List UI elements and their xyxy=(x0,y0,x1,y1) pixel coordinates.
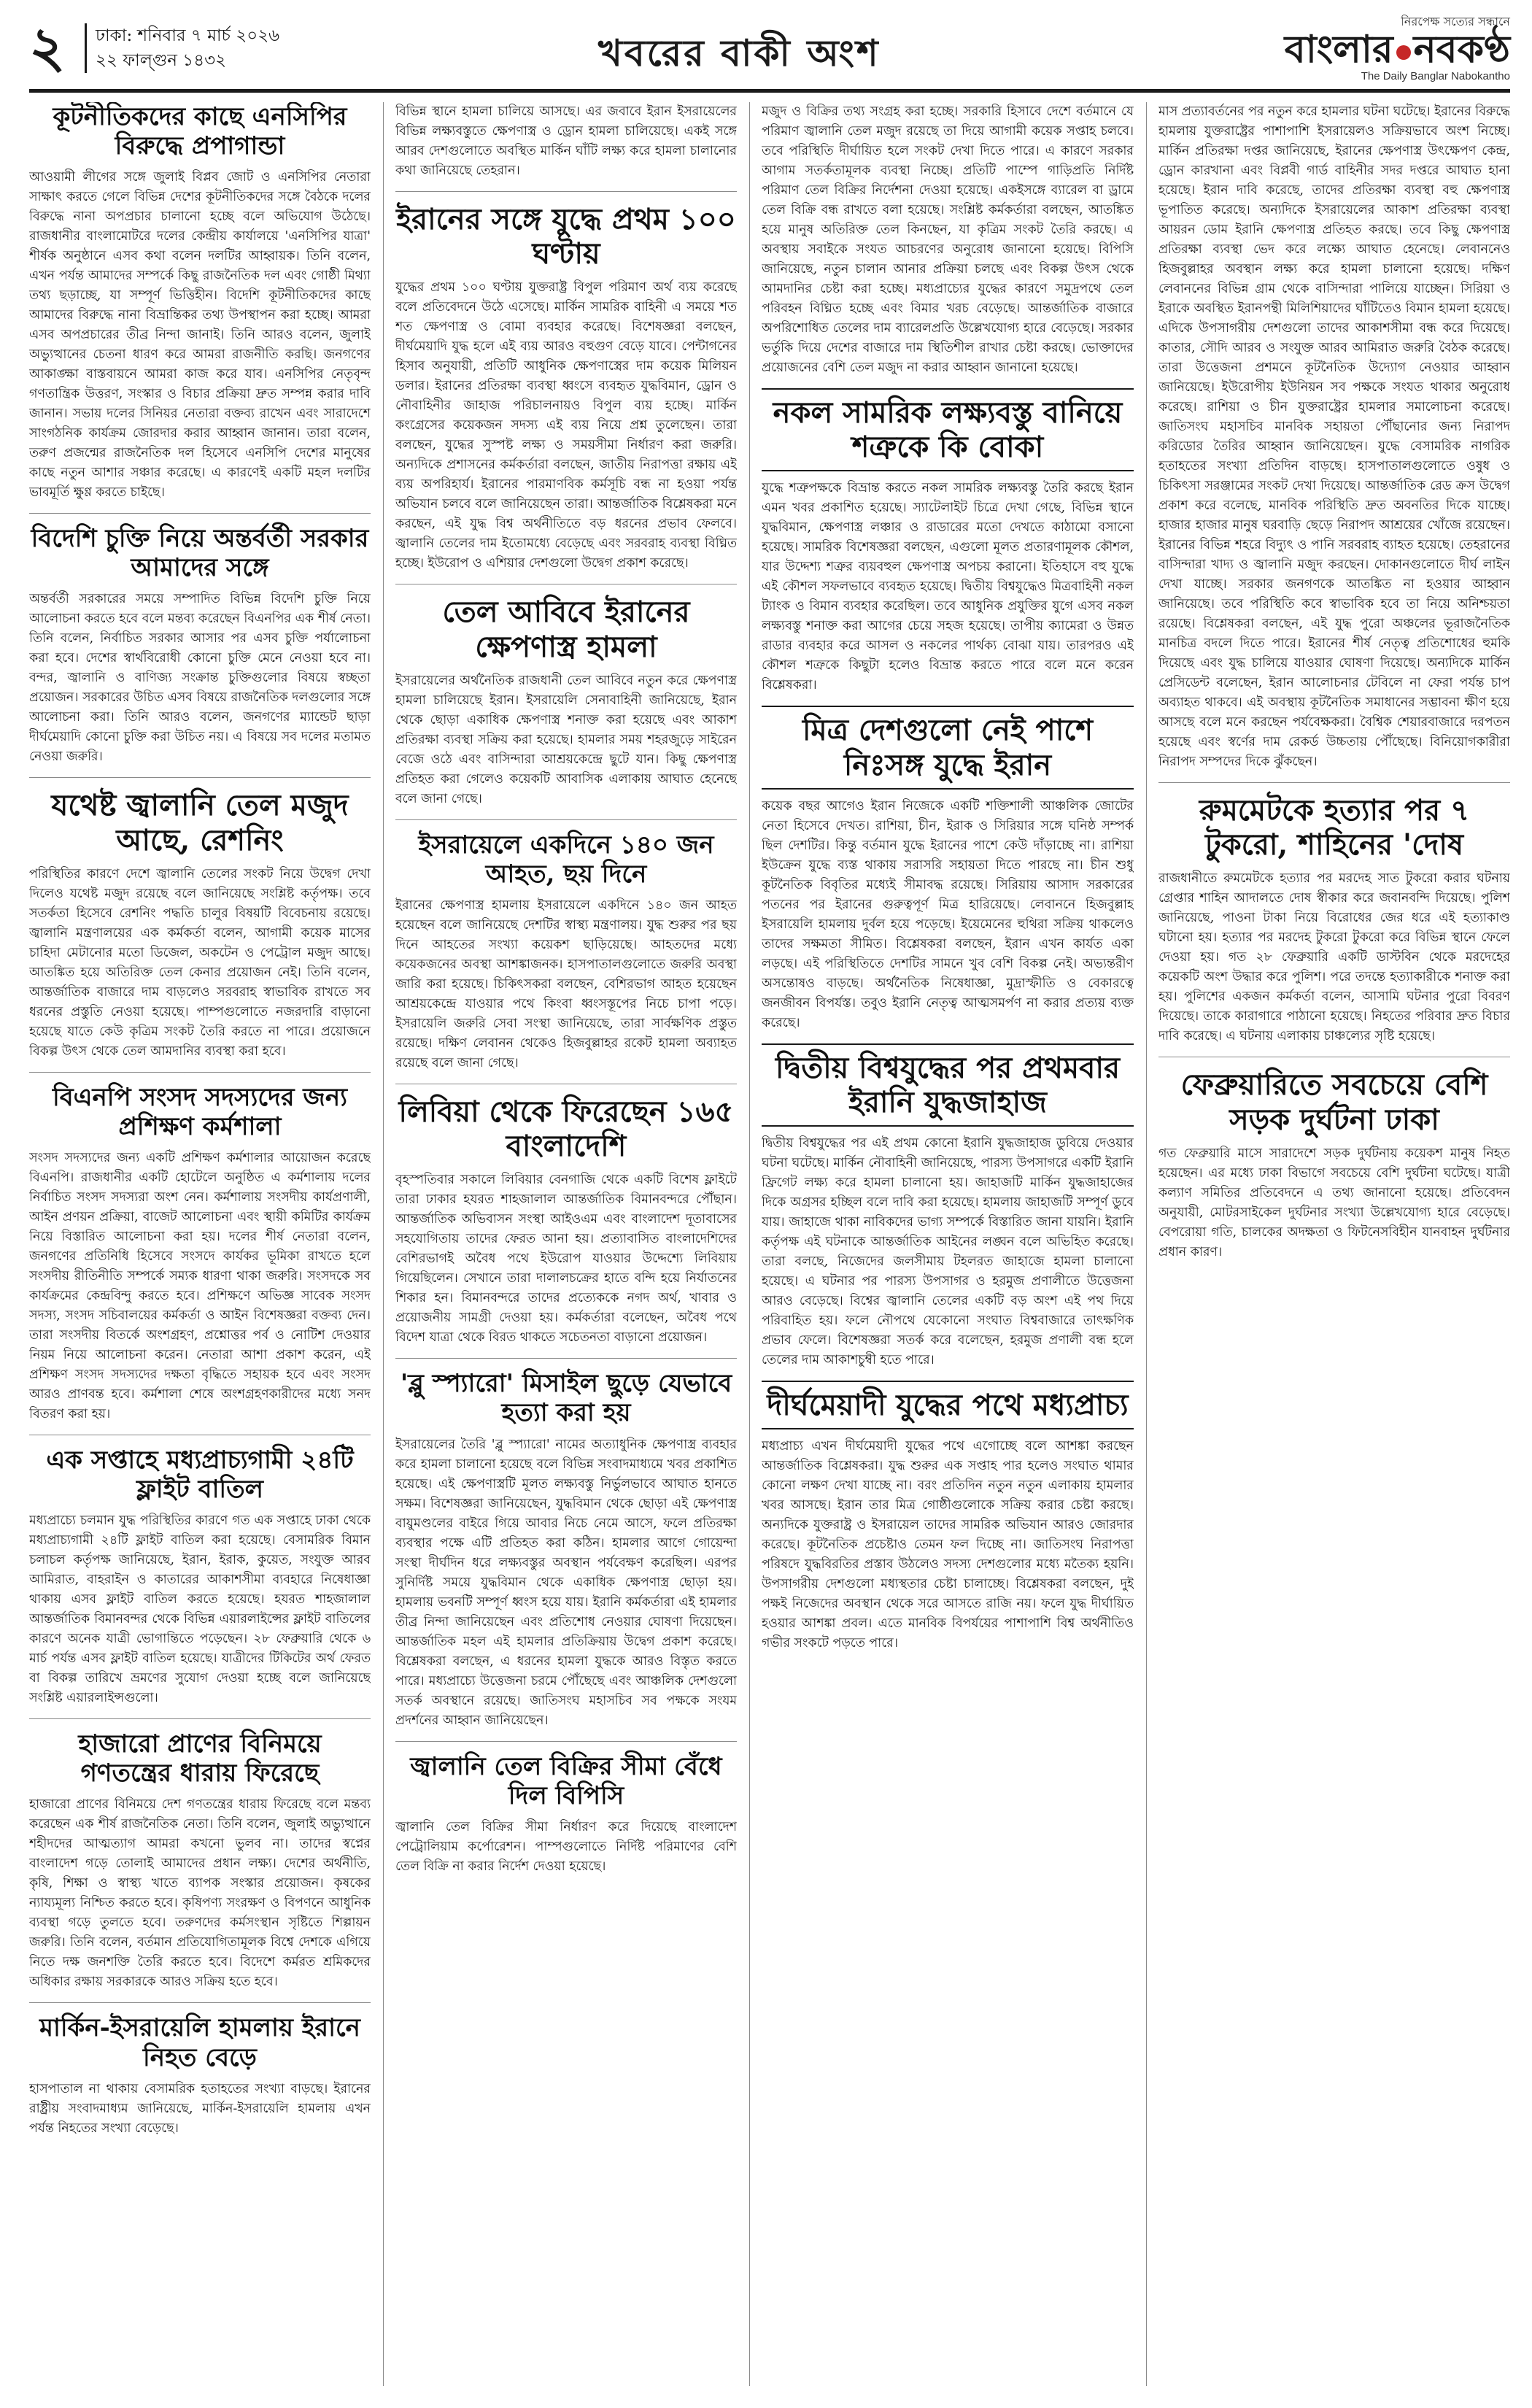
article-body: হাসপাতাল না থাকায় বেসামরিক হতাহতের সংখ্যা বাড়ছে। ইরানের রাষ্ট্রীয় সংবাদমাধ্যম জানিয়েছে, মার্কিন-ইসরায়েলি হামলায় এখন পর্যন্ত নিহতের সংখ্যা বেড়েছে। xyxy=(29,2081,371,2136)
article xyxy=(395,1752,737,1877)
article xyxy=(29,524,371,767)
article-body: মজুদ ও বিক্রির তথ্য সংগ্রহ করা হচ্ছে। সরকারি হিসাবে দেশে বর্তমানে যে পরিমাণ জ্বালানি তেল মজুদ রয়েছে তা দিয়ে আগামী কয়েক সপ্তাহ চলবে। তবে পরিস্থিতি দীর্ঘায়িত হলে সংকট দেখা দিতে পারে। এ কারণে সরকার আগাম সতর্কতামূলক ব্যবস্থা নিচ্ছে। প্রতিটি পাম্পে গাড়িপ্রতি নির্দিষ্ট পরিমাণ তেল বিক্রির নির্দেশনা দেওয়া হয়েছে। একইসঙ্গে ব্যারেল বা ড্রামে তেল বিক্রি বন্ধ রাখতে বলা হয়েছে। সংশ্লিষ্ট কর্মকর্তারা বলছেন, আতঙ্কিত হয়ে মানুষ অতিরিক্ত তেল কিনছেন, যা কৃত্রিম সংকট তৈরি করছে। এ অবস্থায় সবাইকে সংযত আচরণের অনুরোধ জানানো হয়েছে। বিপিসি জানিয়েছে, নতুন চালান আনার প্রক্রিয়া চলছে এবং বিকল্প উৎস থেকে আমদানির চেষ্টা করা হচ্ছে। মধ্যপ্রাচ্যের যুদ্ধের কারণে সমুদ্রপথে তেল পরিবহন বিঘ্নিত হচ্ছে এবং বিমার খরচ বেড়েছে। আন্তর্জাতিক বাজারে অপরিশোধিত তেলের দাম ব্যারেলপ্রতি উল্লেখযোগ্য হারে বেড়েছে। সরকার ভর্তুকি দিয়ে দেশের বাজারে দাম স্থিতিশীল রাখার চেষ্টা করছে। ভোক্তাদের প্রয়োজনের বেশি তেল মজুদ না করার আহ্বান জানানো হয়েছে। xyxy=(762,104,1134,375)
article-body: আওয়ামী লীগের সঙ্গে জুলাই বিপ্লব জোট ও এনসিপির নেতারা সাক্ষাৎ করতে গেলে বিভিন্ন দেশের কূটনীতিকদের সঙ্গে বৈঠকে দলের বিরুদ্ধে নানা অপপ্রচার চালানো হচ্ছে বলে অভিযোগ উঠেছে। রাজধানীর বাংলামোটরে দলের কেন্দ্রীয় কার্যালয়ে 'এনসিপির যাত্রা' শীর্ষক অনুষ্ঠানে এসব কথা বলেন দলটির আহ্বায়ক। তিনি বলেন, এখন পর্যন্ত আমাদের সম্পর্কে কিছু রাজনৈতিক দল এবং গোষ্ঠী মিথ্যা তথ্য ছড়াচ্ছে, যা সম্পূর্ণ ভিত্তিহীন। বিদেশি কূটনীতিকদের কাছে আমাদের বিরুদ্ধে নানা বিভ্রান্তিকর তথ্য উপস্থাপন করা হচ্ছে। আমরা এসব অপপ্রচারের তীব্র নিন্দা জানাই। তিনি আরও বলেন, জুলাই অভ্যুত্থানের চেতনা ধারণ করে আমরা রাজনীতি করছি। জনগণের আকাঙ্ক্ষা বাস্তবায়নে আমরা কাজ করে যাব। এনসিপির নেতৃবৃন্দ গণতান্ত্রিক উত্তরণ, সংস্কার ও বিচার প্রক্রিয়া দ্রুত সম্পন্ন করার দাবি জানান। সভায় দলের সিনিয়র নেতারা বক্তব্য রাখেন এবং সারাদেশে সাংগঠনিক কার্যক্রম জোরদার করার আহ্বান জানান। তারা বলেন, তরুণ প্রজন্মের রাজনৈতিক দল হিসেবে এনসিপি দেশের মানুষের কাছে নতুন আশার সঞ্চার করেছে। এ কারণেই একটি মহল দলটির ভাবমূর্তি ক্ষুণ্ণ করতে চাইছে। xyxy=(29,170,371,501)
article-divider xyxy=(395,1741,737,1742)
article-body: গত ফেব্রুয়ারি মাসে সারাদেশে সড়ক দুর্ঘটনায় কয়েকশ মানুষ নিহত হয়েছেন। এর মধ্যে ঢাকা বিভাগে সবচেয়ে বেশি দুর্ঘটনা ঘটেছে। যাত্রী কল্যাণ সমিতির প্রতিবেদনে এ তথ্য জানানো হয়েছে। প্রতিবেদন অনুযায়ী, মোটরসাইকেল দুর্ঘটনার সংখ্যা উল্লেখযোগ্য হারে বেড়েছে। বেপরোয়া গতি, চালকের অদক্ষতা ও ফিটনেসবিহীন যানবাহন দুর্ঘটনার প্রধান কারণ। xyxy=(1158,1146,1510,1259)
article xyxy=(395,202,737,574)
article-headline: তেল আবিবে ইরানের ক্ষেপণাস্ত্র হামলা xyxy=(442,595,690,664)
article xyxy=(1158,1068,1510,1262)
article-headline: ফেব্রুয়ারিতে সবচেয়ে বেশি সড়ক দুর্ঘটনা ঢাকা xyxy=(1180,1068,1488,1137)
article xyxy=(395,1369,737,1730)
date-line-gregorian: ঢাকা: শনিবার ৭ মার্চ ২০২৬ xyxy=(96,26,280,45)
article-headline: ইসরায়েলে একদিনে ১৪০ জন আহত, ছয় দিনে xyxy=(418,830,714,889)
article xyxy=(762,388,1134,695)
article-headline: কূটনীতিকদের কাছে এনসিপির বিরুদ্ধে প্রপাগান্ডা xyxy=(53,102,347,161)
article-body: মাস প্রত্যাবর্তনের পর নতুন করে হামলার ঘটনা ঘটেছে। ইরানের বিরুদ্ধে হামলায় যুক্তরাষ্ট্রের পাশাপাশি ইসরায়েলও সক্রিয়ভাবে অংশ নিচ্ছে। মার্কিন প্রতিরক্ষা দপ্তর জানিয়েছে, ইরানের ক্ষেপণাস্ত্র উৎক্ষেপণ কেন্দ্র, ড্রোন কারখানা এবং বিপ্লবী গার্ড বাহিনীর সদর দপ্তরে আঘাত হানা হয়েছে। ইরান দাবি করেছে, তাদের প্রতিরক্ষা ব্যবস্থা বহু ক্ষেপণাস্ত্র ভূপাতিত করেছে। অন্যদিকে ইসরায়েলের আকাশ প্রতিরক্ষা ব্যবস্থা আয়রন ডোম ইরানি ক্ষেপণাস্ত্র প্রতিহত করছে। তবে কিছু ক্ষেপণাস্ত্র প্রতিরক্ষা ব্যবস্থা ভেদ করে লক্ষ্যে আঘাত হেনেছে। লেবাননেও হিজবুল্লাহর অবস্থান লক্ষ্য করে হামলা চালানো হয়েছে। দক্ষিণ লেবাননের বিভিন্ন গ্রাম থেকে বাসিন্দারা পালিয়ে যাচ্ছেন। সিরিয়া ও ইরাকে অবস্থিত ইরানপন্থী মিলিশিয়াদের ঘাঁটিতেও বিমান হামলা হয়েছে। এদিকে উপসাগরীয় দেশগুলো তাদের আকাশসীমা বন্ধ করে দিয়েছে। কাতার, সৌদি আরব ও সংযুক্ত আরব আমিরাত জরুরি বৈঠক করেছে। তারা উত্তেজনা প্রশমনে কূটনৈতিক উদ্যোগ নেওয়ার আহ্বান জানিয়েছে। ইউরোপীয় ইউনিয়ন সব পক্ষকে সংযত থাকার অনুরোধ করেছে। রাশিয়া ও চীন যুক্তরাষ্ট্রের হামলার সমালোচনা করেছে। জাতিসংঘ মহাসচিব মানবিক সহায়তা পৌঁছানোর জন্য নিরাপদ করিডোর তৈরির আহ্বান জানিয়েছেন। যুদ্ধে বেসামরিক নাগরিক হতাহতের সংখ্যা প্রতিদিন বাড়ছে। হাসপাতালগুলোতে ওষুধ ও চিকিৎসা সরঞ্জামের সংকট দেখা দিয়েছে। আন্তর্জাতিক রেড ক্রস উদ্বেগ প্রকাশ করে বলেছে, মানবিক পরিস্থিতি দ্রুত অবনতির দিকে যাচ্ছে। হাজার হাজার মানুষ ঘরবাড়ি ছেড়ে নিরাপদ আশ্রয়ের খোঁজে রয়েছেন। ইরানের বিভিন্ন শহরে বিদ্যুৎ ও পানি সরবরাহ ব্যাহত হয়েছে। তেহরানের বাসিন্দারা খাদ্য ও জ্বালানি মজুদ করছেন। দোকানগুলোতে দীর্ঘ লাইন দেখা যাচ্ছে। সরকার জনগণকে আতঙ্কিত না হওয়ার আহ্বান জানিয়েছে। তবে পরিস্থিতি কবে স্বাভাবিক হবে তা নিয়ে অনিশ্চয়তা রয়েছে। বিশ্লেষকরা বলছেন, এই যুদ্ধ পুরো অঞ্চলের ভূরাজনৈতিক মানচিত্র বদলে দিতে পারে। ইরানের শীর্ষ নেতৃত্ব প্রতিশোধের হুমকি দিয়েছে এবং যুদ্ধ চালিয়ে যাওয়ার ঘোষণা দিয়েছে। অন্যদিকে মার্কিন প্রেসিডেন্ট বলেছেন, ইরান আলোচনার টেবিলে না ফেরা পর্যন্ত চাপ অব্যাহত থাকবে। এই অবস্থায় কূটনৈতিক সমাধানের সম্ভাবনা ক্ষীণ হয়ে আসছে বলে মনে করছেন পর্যবেক্ষকরা। বৈশ্বিক শেয়ারবাজারে দরপতন হয়েছে এবং স্বর্ণের দাম রেকর্ড উচ্চতায় পৌঁছেছে। বিনিয়োগকারীরা নিরাপদ সম্পদের দিকে ঝুঁকছেন। xyxy=(1158,104,1510,769)
article-body: জ্বালানি তেল বিক্রির সীমা নির্ধারণ করে দিয়েছে বাংলাদেশ পেট্রোলিয়াম কর্পোরেশন। পাম্পগুলোতে নির্দিষ্ট পরিমাণের বেশি তেল বিক্রি না করার নির্দেশ দেওয়া হয়েছে। xyxy=(395,1819,737,1874)
article-divider xyxy=(29,1072,371,1073)
article xyxy=(762,1043,1134,1370)
date-line-bengali: ২২ ফাল্গুন ১৪৩২ xyxy=(96,51,227,70)
column-separator xyxy=(1146,102,1147,2386)
page-number: ২ xyxy=(29,15,66,80)
article-headline: দীর্ঘমেয়াদী যুদ্ধের পথে মধ্যপ্রাচ্য xyxy=(762,1381,1134,1429)
article-continuation xyxy=(395,102,737,181)
brand-name xyxy=(1269,29,1510,70)
section-title: খবরের বাকী অংশ xyxy=(598,31,881,74)
article xyxy=(29,1446,371,1708)
article-divider xyxy=(29,2002,371,2003)
article-divider xyxy=(29,1718,371,1719)
article-headline: দ্বিতীয় বিশ্বযুদ্ধের পর প্রথমবার ইরানি যুদ্ধজাহাজ xyxy=(762,1043,1134,1127)
article-headline: 'ব্লু স্প্যারো' মিসাইল ছুড়ে যেভাবে হত্যা করা হয় xyxy=(400,1369,732,1428)
article-headline: বিএনপি সংসদ সদস্যদের জন্য প্রশিক্ষণ কর্মশালা xyxy=(53,1082,347,1141)
brand-dot-icon xyxy=(1396,45,1411,60)
article-body: হাজারো প্রাণের বিনিময়ে দেশ গণতন্ত্রের ধারায় ফিরেছে বলে মন্তব্য করেছেন এক শীর্ষ রাজনৈতিক নেতা। তিনি বলেন, জুলাই অভ্যুত্থানে শহীদদের আত্মত্যাগ আমরা কখনো ভুলব না। তাদের স্বপ্নের বাংলাদেশ গড়ে তোলাই আমাদের প্রধান লক্ষ্য। দেশের অর্থনীতি, কৃষি, শিক্ষা ও স্বাস্থ্য খাতে ব্যাপক সংস্কার প্রয়োজন। কৃষকের ন্যায্যমূল্য নিশ্চিত করতে হবে। কৃষিপণ্য সংরক্ষণ ও বিপণনে আধুনিক ব্যবস্থা গড়ে তুলতে হবে। তরুণদের কর্মসংস্থান সৃষ্টিতে শিল্পায়ন জরুরি। তিনি বলেন, বর্তমান প্রতিযোগিতামূলক বিশ্বে দেশকে এগিয়ে নিতে দক্ষ জনশক্তি তৈরি করতে হবে। বিদেশে কর্মরত শ্রমিকদের অধিকার রক্ষায় সরকারকে আরও সক্রিয় হতে হবে। xyxy=(29,1797,371,1990)
article-body: যুদ্ধের প্রথম ১০০ ঘণ্টায় যুক্তরাষ্ট্র বিপুল পরিমাণ অর্থ ব্যয় করেছে বলে প্রতিবেদনে উঠে এসেছে। মার্কিন সামরিক বাহিনী এ সময়ে শত শত ক্ষেপণাস্ত্র ও বোমা ব্যবহার করেছে। বিশেষজ্ঞরা বলছেন, দীর্ঘমেয়াদি যুদ্ধ হলে এই ব্যয় আরও বহুগুণ বেড়ে যাবে। পেন্টাগনের হিসাব অনুযায়ী, প্রতিটি আধুনিক ক্ষেপণাস্ত্রের দাম কয়েক মিলিয়ন ডলার। ইরানের প্রতিরক্ষা ব্যবস্থা ধ্বংসে ব্যবহৃত যুদ্ধবিমান, ড্রোন ও নৌবাহিনীর জাহাজ পরিচালনায়ও বিপুল ব্যয় হচ্ছে। মার্কিন কংগ্রেসের কয়েকজন সদস্য এই ব্যয় নিয়ে প্রশ্ন তুলেছেন। তারা বলছেন, যুদ্ধের সুস্পষ্ট লক্ষ্য ও সময়সীমা নির্ধারণ করা জরুরি। অন্যদিকে প্রশাসনের কর্মকর্তারা বলছেন, জাতীয় নিরাপত্তা রক্ষায় এই ব্যয় অপরিহার্য। ইরানের পারমাণবিক কর্মসূচি বন্ধ না হওয়া পর্যন্ত অভিযান চলবে বলে জানিয়েছেন তারা। আন্তর্জাতিক বিশ্লেষকরা মনে করছেন, এই যুদ্ধ বিশ্ব অর্থনীতিতে বড় ধরনের প্রভাব ফেলবে। জ্বালানি তেলের দাম ইতোমধ্যে বেড়েছে এবং সরবরাহ ব্যবস্থা বিঘ্নিত হচ্ছে। ইউরোপ ও এশিয়ার দেশগুলো উদ্বেগ প্রকাশ করেছে। xyxy=(395,280,737,571)
article-headline: ইরানের সঙ্গে যুদ্ধে প্রথম ১০০ ঘণ্টায় xyxy=(396,202,736,271)
article-divider xyxy=(29,777,371,778)
column-separator xyxy=(383,102,384,2386)
article xyxy=(395,830,737,1073)
article-body: দ্বিতীয় বিশ্বযুদ্ধের পর এই প্রথম কোনো ইরানি যুদ্ধজাহাজ ডুবিয়ে দেওয়ার ঘটনা ঘটেছে। মার্কিন নৌবাহিনী জানিয়েছে, পারস্য উপসাগরে একটি ইরানি ফ্রিগেট লক্ষ্য করে হামলা চালানো হয়। জাহাজটি মার্কিন যুদ্ধজাহাজের দিকে অগ্রসর হচ্ছিল বলে দাবি করা হয়েছে। হামলায় জাহাজটি সম্পূর্ণ ডুবে যায়। জাহাজে থাকা নাবিকদের ভাগ্য সম্পর্কে বিস্তারিত জানা যায়নি। ইরানি কর্তৃপক্ষ এই ঘটনাকে আন্তর্জাতিক আইনের লঙ্ঘন বলে অভিহিত করেছে। তারা বলছে, নিজেদের জলসীমায় টহলরত জাহাজে হামলা চালানো হয়েছে। এ ঘটনার পর পারস্য উপসাগর ও হরমুজ প্রণালীতে উত্তেজনা আরও বেড়েছে। বিশ্বের জ্বালানি তেলের একটি বড় অংশ এই পথ দিয়ে পরিবাহিত হয়। ফলে নৌপথে যেকোনো সংঘাত বিশ্ববাজারে তাৎক্ষণিক প্রভাব ফেলে। বিশেষজ্ঞরা সতর্ক করে বলেছেন, হরমুজ প্রণালী বন্ধ হলে তেলের দাম আকাশচুম্বী হতে পারে। xyxy=(762,1136,1134,1368)
article-body: বৃহস্পতিবার সকালে লিবিয়ার বেনগাজি থেকে একটি বিশেষ ফ্লাইটে তারা ঢাকার হযরত শাহজালাল আন্তর্জাতিক বিমানবন্দরে পৌঁছান। আন্তর্জাতিক অভিবাসন সংস্থা আইওএম এবং বাংলাদেশ দূতাবাসের সহযোগিতায় তাদের ফেরত আনা হয়। প্রত্যাবাসিত বাংলাদেশিদের বেশিরভাগই অবৈধ পথে ইউরোপ যাওয়ার উদ্দেশ্যে লিবিয়ায় গিয়েছিলেন। সেখানে তারা দালালচক্রের হাতে বন্দি হয়ে নির্যাতনের শিকার হন। বিমানবন্দরে তাদের প্রত্যেককে নগদ অর্থ, খাবার ও প্রয়োজনীয় সামগ্রী দেওয়া হয়। কর্মকর্তারা বলেছেন, অবৈধ পথে বিদেশ যাত্রা থেকে বিরত থাকতে সচেতনতা বাড়ানো প্রয়োজন। xyxy=(395,1173,737,1346)
article-body: মধ্যপ্রাচ্য এখন দীর্ঘমেয়াদী যুদ্ধের পথে এগোচ্ছে বলে আশঙ্কা করছেন আন্তর্জাতিক বিশ্লেষকরা। যুদ্ধ শুরুর এক সপ্তাহ পার হলেও সংঘাত থামার কোনো লক্ষণ দেখা যাচ্ছে না। বরং প্রতিদিন নতুন নতুন এলাকায় হামলার খবর আসছে। ইরান তার মিত্র গোষ্ঠীগুলোকে সক্রিয় করার চেষ্টা করছে। অন্যদিকে যুক্তরাষ্ট্র ও ইসরায়েল তাদের সামরিক অভিযান আরও জোরদার করেছে। কূটনৈতিক প্রচেষ্টাও তেমন ফল দিচ্ছে না। জাতিসংঘ নিরাপত্তা পরিষদে যুদ্ধবিরতির প্রস্তাব উঠলেও সদস্য দেশগুলোর মধ্যে মতৈক্য হয়নি। উপসাগরীয় দেশগুলো মধ্যস্থতার চেষ্টা চালাচ্ছে। বিশ্লেষকরা বলছেন, দুই পক্ষই নিজেদের অবস্থান থেকে সরে আসতে রাজি নয়। ফলে যুদ্ধ দীর্ঘায়িত হওয়ার আশঙ্কা প্রবল। এতে মানবিক বিপর্যয়ের পাশাপাশি বিশ্ব অর্থনীতিও গভীর সংকটে পড়তে পারে। xyxy=(762,1439,1134,1651)
article-body: মধ্যপ্রাচ্যে চলমান যুদ্ধ পরিস্থিতির কারণে গত এক সপ্তাহে ঢাকা থেকে মধ্যপ্রাচ্যগামী ২৪টি ফ্লাইট বাতিল করা হয়েছে। বেসামরিক বিমান চলাচল কর্তৃপক্ষ জানিয়েছে, ইরান, ইরাক, কুয়েত, সংযুক্ত আরব আমিরাত, বাহরাইন ও কাতারের আকাশসীমা ব্যবহারে নিষেধাজ্ঞা থাকায় এসব ফ্লাইট বাতিল করতে হয়েছে। হযরত শাহজালাল আন্তর্জাতিক বিমানবন্দর থেকে বিভিন্ন এয়ারলাইন্সের ফ্লাইট বাতিলের কারণে অনেক যাত্রী ভোগান্তিতে পড়েছেন। ২৮ ফেব্রুয়ারি থেকে ৬ মার্চ পর্যন্ত এসব ফ্লাইট বাতিল হয়েছে। যাত্রীদের টিকিটের অর্থ ফেরত বা বিকল্প তারিখে ভ্রমণের সুযোগ দেওয়া হচ্ছে বলে জানিয়েছে সংশ্লিষ্ট এয়ারলাইন্সগুলো। xyxy=(29,1513,371,1706)
article-body: পরিস্থিতির কারণে দেশে জ্বালানি তেলের সংকট নিয়ে উদ্বেগ দেখা দিলেও যথেষ্ট মজুদ রয়েছে বলে জানিয়েছে সংশ্লিষ্ট কর্তৃপক্ষ। তবে সতর্কতা হিসেবে রেশনিং পদ্ধতি চালুর বিষয়টি বিবেচনায় রয়েছে। জ্বালানি মন্ত্রণালয়ের এক কর্মকর্তা বলেন, আগামী কয়েক মাসের চাহিদা মেটানোর মতো ডিজেল, অকটেন ও পেট্রোল মজুদ আছে। আতঙ্কিত হয়ে অতিরিক্ত তেল কেনার প্রয়োজন নেই। তিনি বলেন, আন্তর্জাতিক বাজারে দাম বাড়লেও সরবরাহ স্বাভাবিক রাখতে সব ধরনের প্রস্তুতি নেওয়া হয়েছে। পাম্পগুলোতে নজরদারি বাড়ানো হয়েছে যাতে কেউ কৃত্রিম সংকট তৈরি করতে না পারে। প্রয়োজনে বিকল্প উৎস থেকে তেল আমদানির ব্যবস্থা করা হবে। xyxy=(29,866,371,1059)
article-headline: রুমমেটকে হত্যার পর ৭ টুকরো, শাহিনের 'দোষ xyxy=(1199,793,1470,863)
article-body: যুদ্ধে শত্রুপক্ষকে বিভ্রান্ত করতে নকল সামরিক লক্ষ্যবস্তু তৈরি করছে ইরান এমন খবর প্রকাশিত হয়েছে। স্যাটেলাইট চিত্রে দেখা গেছে, বিভিন্ন স্থানে যুদ্ধবিমান, ক্ষেপণাস্ত্র লঞ্চার ও রাডারের মতো দেখতে কাঠামো বসানো হয়েছে। সামরিক বিশেষজ্ঞরা বলছেন, এগুলো মূলত প্রতারণামূলক কৌশল, যার উদ্দেশ্য শত্রুর ব্যয়বহুল ক্ষেপণাস্ত্র অপচয় করানো। ইতিহাসে বহু যুদ্ধে এই কৌশল সফলভাবে ব্যবহৃত হয়েছে। দ্বিতীয় বিশ্বযুদ্ধেও মিত্রবাহিনী নকল ট্যাংক ও বিমান ব্যবহার করেছিল। তবে আধুনিক প্রযুক্তির যুগে এসব নকল লক্ষ্যবস্তু শনাক্ত করা আগের চেয়ে সহজ হয়েছে। তাপীয় ক্যামেরা ও উন্নত রাডার ব্যবহার করে আসল ও নকলের পার্থক্য বোঝা যায়। তারপরও এই কৌশল শত্রুকে কিছুটা হলেও বিভ্রান্ত করতে পারে বলে মনে করেন বিশ্লেষকরা। xyxy=(762,481,1134,693)
article-headline: এক সপ্তাহে মধ্যপ্রাচ্যগামী ২৪টি ফ্লাইট বাতিল xyxy=(46,1446,354,1505)
article xyxy=(29,102,371,503)
article xyxy=(29,2013,371,2138)
article xyxy=(395,595,737,809)
article-body: অন্তর্বর্তী সরকারের সময়ে সম্পাদিত বিভিন্ন বিদেশি চুক্তি নিয়ে আলোচনা করতে হবে বলে মন্তব্য করেছেন বিএনপির এক শীর্ষ নেতা। তিনি বলেন, নির্বাচিত সরকার আসার পর এসব চুক্তি পর্যালোচনা করা হবে। দেশের স্বার্থবিরোধী কোনো চুক্তি মেনে নেওয়া হবে না। বন্দর, জ্বালানি ও বাণিজ্য সংক্রান্ত চুক্তিগুলোর বিষয়ে স্বচ্ছতা প্রয়োজন। সরকারের উচিত এসব বিষয়ে রাজনৈতিক দলগুলোর সঙ্গে আলোচনা করা। তিনি আরও বলেন, জনগণের ম্যান্ডেট ছাড়া দীর্ঘমেয়াদি কোনো চুক্তি করা উচিত নয়। এ বিষয়ে সব দলের মতামত নেওয়া জরুরি। xyxy=(29,592,371,765)
article-headline: হাজারো প্রাণের বিনিময়ে গণতন্ত্রের ধারায় ফিরেছে xyxy=(78,1729,322,1788)
article xyxy=(29,788,371,1061)
article-headline: বিদেশি চুক্তি নিয়ে অন্তর্বর্তী সরকার আমাদের সঙ্গে xyxy=(31,524,369,583)
article-divider xyxy=(1158,782,1510,783)
brand-english-name: The Daily Banglar Nabokantho xyxy=(1361,70,1510,82)
article xyxy=(1158,793,1510,1046)
article-continuation xyxy=(762,102,1134,378)
column-2 xyxy=(395,102,737,2386)
article-headline: যথেষ্ট জ্বালানি তেল মজুদ আছে, রেশনিং xyxy=(51,788,349,857)
article-headline: জ্বালানি তেল বিক্রির সীমা বেঁধে দিল বিপিসি xyxy=(410,1751,722,1810)
article-divider xyxy=(395,191,737,192)
article-divider xyxy=(29,513,371,514)
article-headline: মিত্র দেশগুলো নেই পাশে নিঃসঙ্গ যুদ্ধে ইরান xyxy=(762,706,1134,789)
article-headline: মার্কিন-ইসরায়েলি হামলায় ইরানে নিহত বেড়ে xyxy=(39,2013,360,2072)
article-body: ইসরায়েলের অর্থনৈতিক রাজধানী তেল আবিবে নতুন করে ক্ষেপণাস্ত্র হামলা চালিয়েছে ইরান। ইসরায়েলি সেনাবাহিনী জানিয়েছে, ইরান থেকে ছোড়া একাধিক ক্ষেপণাস্ত্র শনাক্ত করা হয়েছে এবং আকাশ প্রতিরক্ষা ব্যবস্থা সক্রিয় করা হয়েছে। হামলার সময় শহরজুড়ে সাইরেন বেজে ওঠে এবং বাসিন্দারা আশ্রয়কেন্দ্রে ছুটে যান। কিছু ক্ষেপণাস্ত্র প্রতিহত করা গেলেও কয়েকটি আবাসিক এলাকায় আঘাত হেনেছে বলে জানা গেছে। xyxy=(395,673,737,806)
article-divider xyxy=(395,1358,737,1359)
article-body: কয়েক বছর আগেও ইরান নিজেকে একটি শক্তিশালী আঞ্চলিক জোটের নেতা হিসেবে দেখত। রাশিয়া, চীন, ইরাক ও সিরিয়ার সঙ্গে ঘনিষ্ঠ সম্পর্ক ছিল দেশটির। কিন্তু বর্তমান যুদ্ধে ইরানের পাশে কেউ দাঁড়াচ্ছে না। রাশিয়া ইউক্রেন যুদ্ধে ব্যস্ত থাকায় সরাসরি সহায়তা দিতে পারছে না। চীন শুধু কূটনৈতিক বিবৃতির মধ্যেই সীমাবদ্ধ রয়েছে। সিরিয়ায় আসাদ সরকারের পতনের পর ইরানের গুরুত্বপূর্ণ মিত্র হারিয়েছে। লেবাননে হিজবুল্লাহ ইসরায়েলি হামলায় দুর্বল হয়ে পড়েছে। ইয়েমেনের হুথিরা সক্রিয় থাকলেও তাদের সক্ষমতা সীমিত। বিশ্লেষকরা বলছেন, ইরান এখন কার্যত একা লড়ছে। এই পরিস্থিতিতে দেশটির সামনে খুব বেশি বিকল্প নেই। অভ্যন্তরীণ অসন্তোষও বাড়ছে। অর্থনৈতিক নিষেধাজ্ঞা, মুদ্রাস্ফীতি ও বেকারত্বে জনজীবন বিপর্যস্ত। তবুও ইরানি নেতৃত্ব আত্মসমর্পণ না করার প্রত্যয় ব্যক্ত করেছে। xyxy=(762,798,1134,1030)
article-body: রাজধানীতে রুমমেটকে হত্যার পর মরদেহ সাত টুকরো করার ঘটনায় গ্রেপ্তার শাহিন আদালতে দোষ স্বীকার করে জবানবন্দি দিয়েছে। পুলিশ জানিয়েছে, পাওনা টাকা নিয়ে বিরোধের জের ধরে এই হত্যাকাণ্ড ঘটানো হয়। হত্যার পর মরদেহ টুকরো টুকরো করে বিভিন্ন স্থানে ফেলে দেওয়া হয়। গত ২৮ ফেব্রুয়ারি একটি ডাস্টবিন থেকে মরদেহের কয়েকটি অংশ উদ্ধার করে পুলিশ। পরে তদন্তে হত্যাকারীকে শনাক্ত করা হয়। পুলিশের একজন কর্মকর্তা বলেন, আসামি ঘটনার পুরো বিবরণ দিয়েছে। তাকে কারাগারে পাঠানো হয়েছে। নিহতের পরিবার দ্রুত বিচার দাবি করেছে। এ ঘটনায় এলাকায় চাঞ্চল্যের সৃষ্টি হয়েছে। xyxy=(1158,871,1510,1044)
article-body: বিভিন্ন স্থানে হামলা চালিয়ে আসছে। এর জবাবে ইরান ইসরায়েলের বিভিন্ন লক্ষ্যবস্তুতে ক্ষেপণাস্ত্র ও ড্রোন হামলা চালিয়েছে। একই সঙ্গে আরব দেশগুলোতে অবস্থিত মার্কিন ঘাঁটি লক্ষ্য করে হামলা চালানোর কথা জানিয়েছে তেহরান। xyxy=(395,104,737,178)
newspaper-logo xyxy=(1269,15,1510,83)
article-divider xyxy=(395,819,737,820)
article-headline: লিবিয়া থেকে ফিরেছেন ১৬৫ বাংলাদেশি xyxy=(398,1094,734,1164)
masthead xyxy=(29,15,1510,88)
article xyxy=(762,706,1134,1033)
column-3 xyxy=(762,102,1134,2386)
article-headline: নকল সামরিক লক্ষ্যবস্তু বানিয়ে শত্রুকে কি বোকা xyxy=(762,388,1134,471)
article-body: সংসদ সদস্যদের জন্য একটি প্রশিক্ষণ কর্মশালার আয়োজন করেছে বিএনপি। রাজধানীর একটি হোটেলে অনুষ্ঠিত এ কর্মশালায় দলের নির্বাচিত সংসদ সদস্যরা অংশ নেন। কর্মশালায় সংসদীয় কার্যপ্রণালী, আইন প্রণয়ন প্রক্রিয়া, বাজেট আলোচনা এবং স্থায়ী কমিটির কার্যক্রম নিয়ে বিস্তারিত আলোচনা করা হয়। দলের শীর্ষ নেতারা বলেন, জনগণের প্রতিনিধি হিসেবে সংসদে কার্যকর ভূমিকা রাখতে হলে সংসদীয় রীতিনীতি সম্পর্কে সম্যক ধারণা থাকা জরুরি। সংসদকে সব কার্যক্রমের কেন্দ্রবিন্দু করতে হবে। প্রশিক্ষণে অভিজ্ঞ সাবেক সংসদ সদস্য, সংসদ সচিবালয়ের কর্মকর্তা ও আইন বিশেষজ্ঞরা বক্তব্য দেন। তারা সংসদীয় বিতর্কে অংশগ্রহণ, প্রশ্নোত্তর পর্ব ও নোটিশ দেওয়ার নিয়ম নিয়ে আলোচনা করেন। নেতারা আশা প্রকাশ করেন, এই প্রশিক্ষণ সংসদ সদস্যদের দক্ষতা বৃদ্ধিতে সহায়ক হবে এবং সংসদ আরও প্রাণবন্ত হবে। কর্মশালা শেষে অংশগ্রহণকারীদের মধ্যে সনদ বিতরণ করা হয়। xyxy=(29,1151,371,1422)
article xyxy=(762,1381,1134,1653)
brand-name-left: বাংলার xyxy=(1284,27,1393,72)
header-rule xyxy=(29,89,1510,93)
date-block xyxy=(85,23,279,73)
brand-tagline: নিরপেক্ষ সত্যের সন্ধানে xyxy=(1401,15,1510,28)
column-1 xyxy=(29,102,371,2386)
article xyxy=(395,1095,737,1348)
article-body: ইসরায়েলের তৈরি 'ব্লু স্প্যারো' নামের অত্যাধুনিক ক্ষেপণাস্ত্র ব্যবহার করে হামলা চালানো হয়েছে বলে বিভিন্ন সংবাদমাধ্যমে খবর প্রকাশিত হয়েছে। এই ক্ষেপণাস্ত্রটি মূলত লক্ষ্যবস্তু নির্ভুলভাবে আঘাত হানতে সক্ষম। বিশেষজ্ঞরা জানিয়েছেন, যুদ্ধবিমান থেকে ছোড়া এই ক্ষেপণাস্ত্র বায়ুমণ্ডলের বাইরে গিয়ে আবার নিচে নেমে আসে, ফলে প্রতিরক্ষা ব্যবস্থার পক্ষে এটি প্রতিহত করা কঠিন। হামলার আগে গোয়েন্দা সংস্থা দীর্ঘদিন ধরে লক্ষ্যবস্তুর অবস্থান পর্যবেক্ষণ করেছিল। এরপর সুনির্দিষ্ট সময়ে যুদ্ধবিমান থেকে একাধিক ক্ষেপণাস্ত্র ছোড়া হয়। হামলায় ভবনটি সম্পূর্ণ ধ্বংস হয়ে যায়। ইরানি কর্মকর্তারা এই হামলার তীব্র নিন্দা জানিয়েছেন এবং প্রতিশোধ নেওয়ার ঘোষণা দিয়েছেন। আন্তর্জাতিক মহল এই হামলার প্রতিক্রিয়ায় উদ্বেগ প্রকাশ করেছে। বিশ্লেষকরা বলছেন, এ ধরনের হামলা যুদ্ধকে আরও বিস্তৃত করতে পারে। মধ্যপ্রাচ্যে উত্তেজনা চরমে পৌঁছেছে এবং আঞ্চলিক দেশগুলো সতর্ক অবস্থানে রয়েছে। জাতিসংঘ মহাসচিব সব পক্ষকে সংযম প্রদর্শনের আহ্বান জানিয়েছেন। xyxy=(395,1437,737,1728)
article-continuation xyxy=(1158,102,1510,772)
column-separator xyxy=(749,102,750,2386)
article xyxy=(29,1083,371,1424)
article-body: ইরানের ক্ষেপণাস্ত্র হামলায় ইসরায়েলে একদিনে ১৪০ জন আহত হয়েছেন বলে জানিয়েছে দেশটির স্বাস্থ্য মন্ত্রণালয়। যুদ্ধ শুরুর পর ছয় দিনে আহতের সংখ্যা কয়েকশ ছাড়িয়েছে। আহতদের মধ্যে কয়েকজনের অবস্থা আশঙ্কাজনক। হাসপাতালগুলোতে জরুরি অবস্থা জারি করা হয়েছে। চিকিৎসকরা বলছেন, বেশিরভাগ আহত হয়েছেন আশ্রয়কেন্দ্রে যাওয়ার পথে কিংবা ধ্বংসস্তূপের নিচে চাপা পড়ে। ইসরায়েলি জরুরি সেবা সংস্থা জানিয়েছে, তারা সার্বক্ষণিক প্রস্তুত রয়েছে। দক্ষিণ লেবানন থেকেও হিজবুল্লাহর রকেট হামলা অব্যাহত রয়েছে বলে জানা গেছে। xyxy=(395,898,737,1070)
brand-name-right: নবকণ্ঠ xyxy=(1413,27,1510,72)
column-4 xyxy=(1158,102,1510,2386)
article xyxy=(29,1729,371,1992)
